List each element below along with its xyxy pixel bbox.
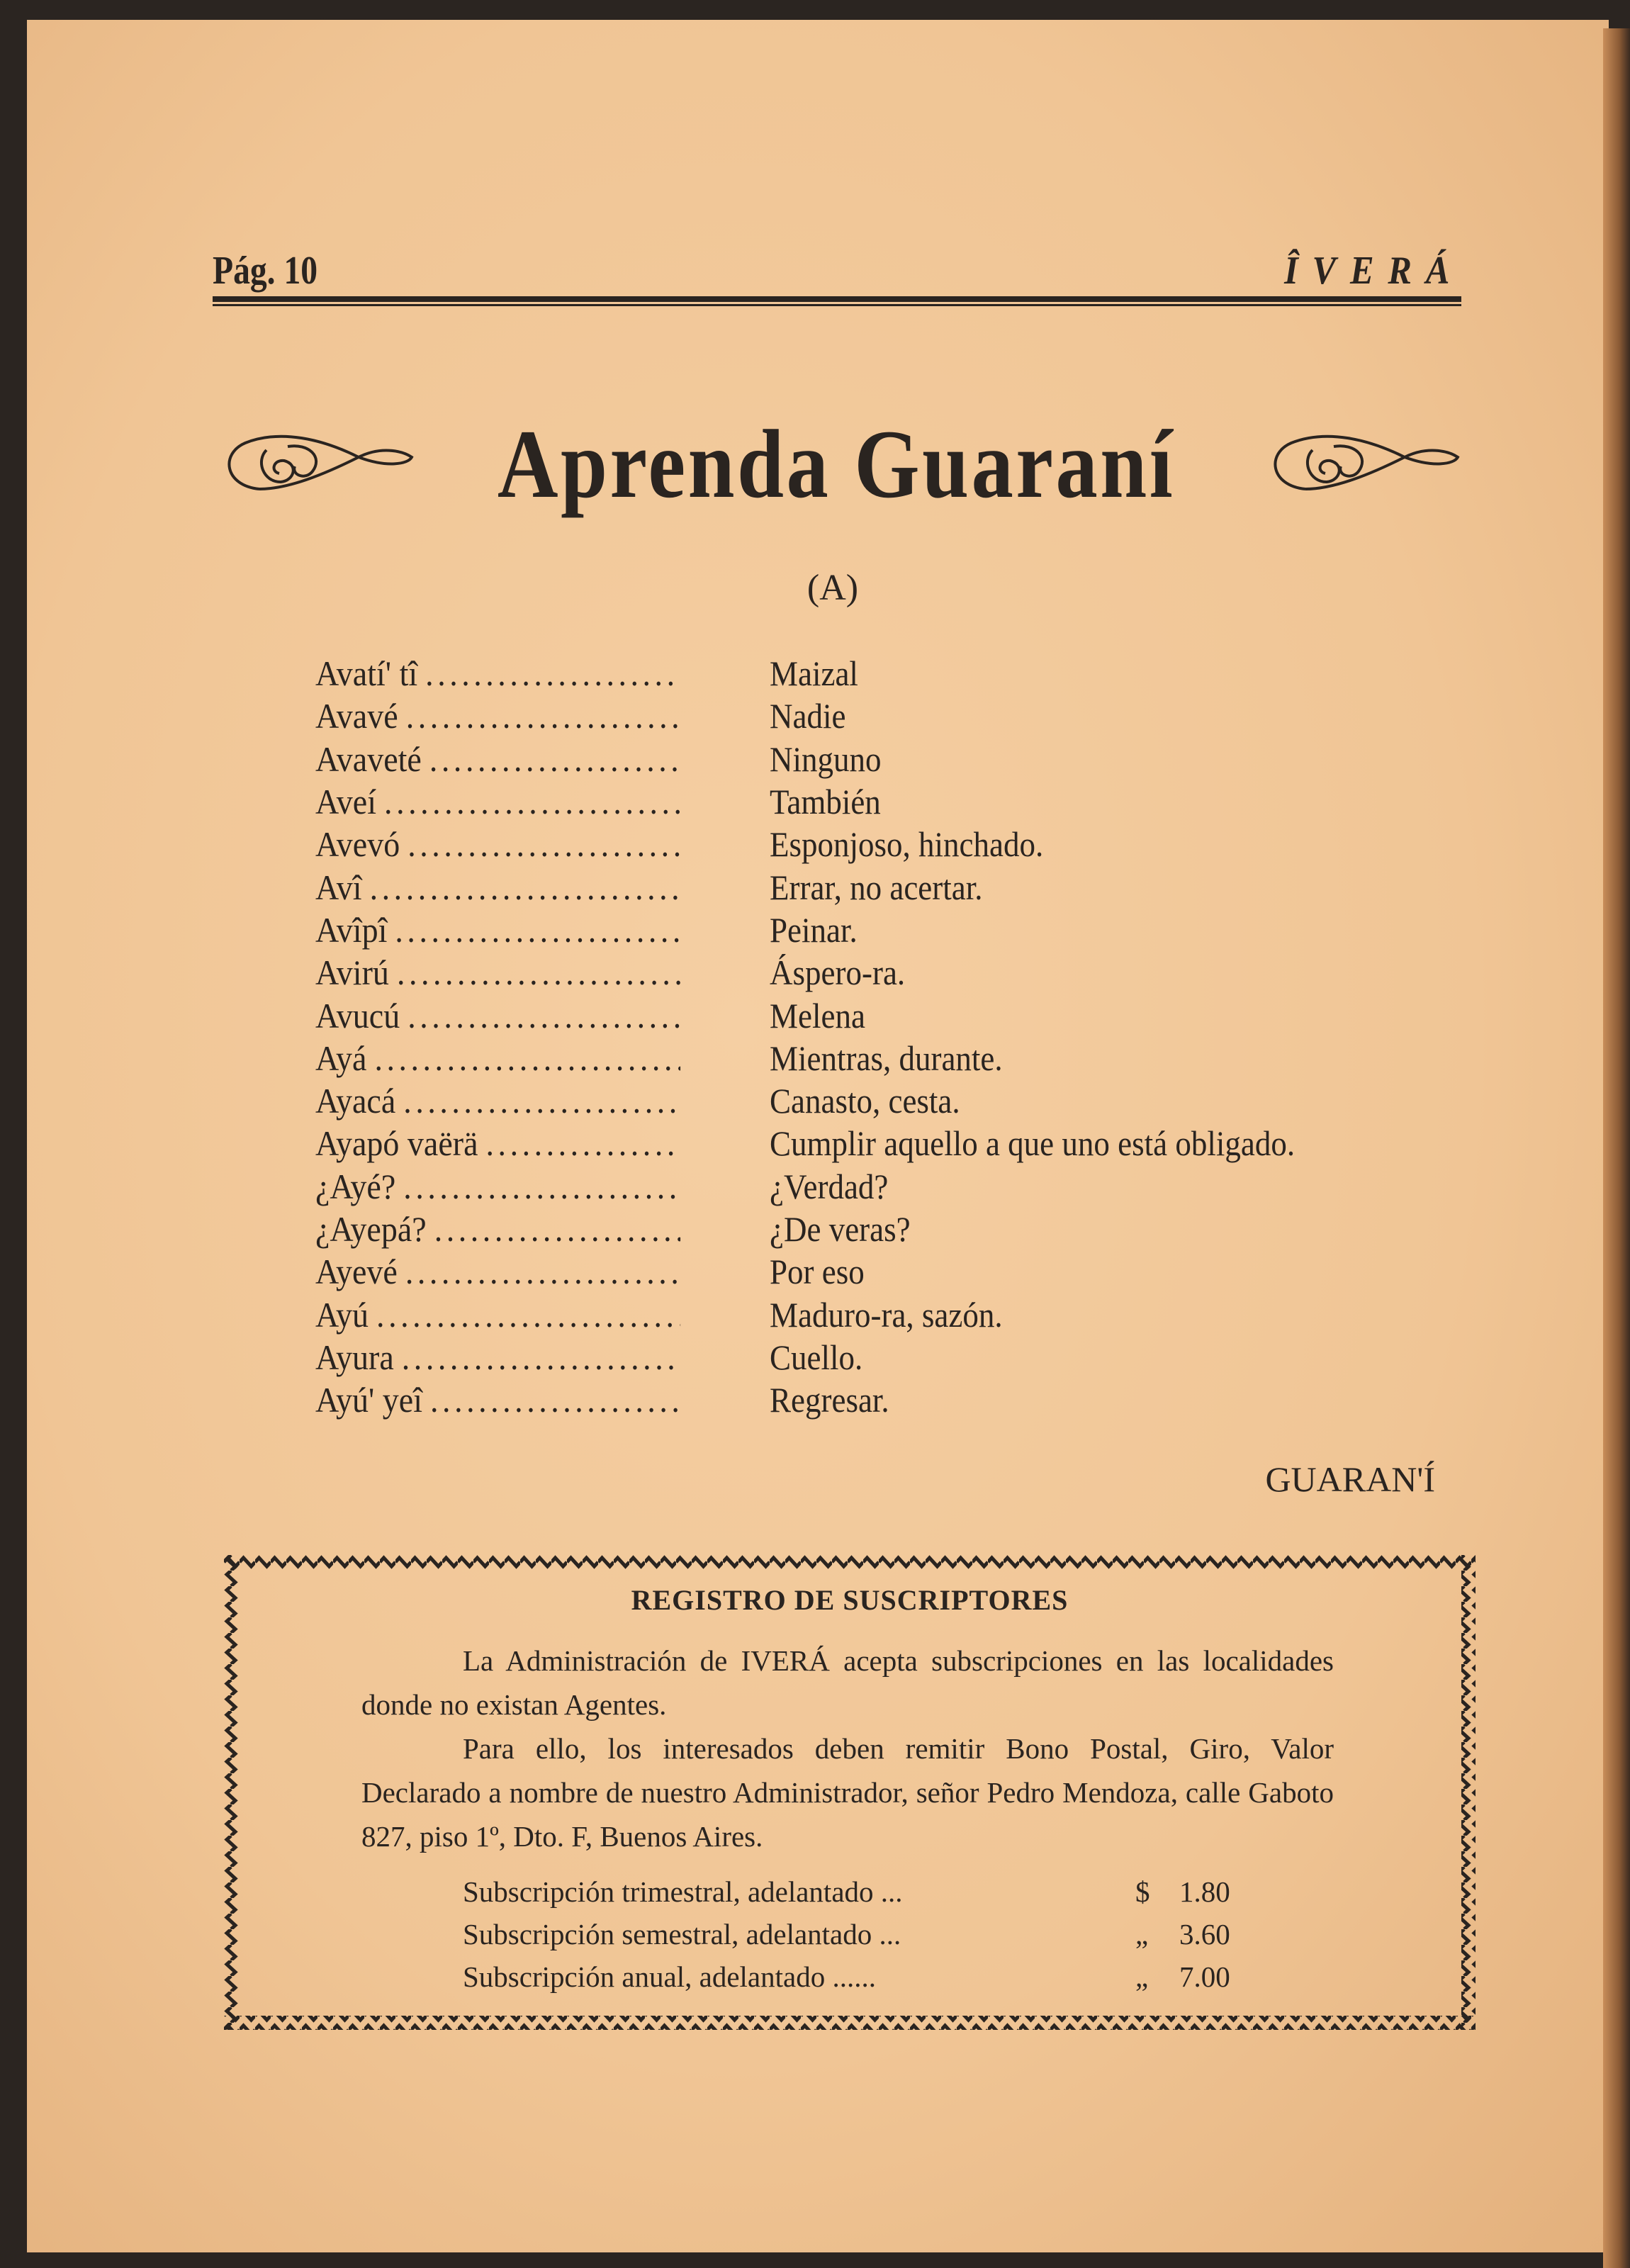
entry-meaning: ¿Verdad? — [770, 1166, 889, 1206]
vocabulary-entry — [315, 909, 1520, 951]
entry-term-cell — [315, 824, 680, 865]
dot-leader — [408, 995, 680, 1036]
vocabulary-entry — [315, 1165, 1520, 1208]
entry-meaning: Canasto, cesta. — [770, 1081, 960, 1121]
vocabulary-list — [315, 652, 1520, 1421]
page-number: Pág. 10 — [213, 249, 318, 293]
entry-term: Avucú — [315, 995, 400, 1035]
price-label: Subscripción semestral, adelantado ... — [463, 1918, 901, 1950]
entry-term-cell — [315, 1038, 680, 1079]
price-symbol: „ — [1135, 1960, 1149, 1993]
vocabulary-entry — [315, 1293, 1520, 1335]
dot-leader — [402, 1337, 680, 1378]
dot-leader — [405, 1251, 680, 1292]
entry-term: Avîpî — [315, 909, 388, 950]
entry-term: Avî — [315, 867, 362, 907]
entry-term-cell — [315, 1208, 680, 1250]
entry-meaning: Áspero-ra. — [770, 953, 906, 993]
dot-leader — [376, 1294, 680, 1335]
price-list — [463, 1870, 1230, 1998]
entry-meaning: Ninguno — [770, 739, 882, 779]
entry-meaning: Errar, no acertar. — [770, 867, 983, 907]
vocabulary-entry — [315, 951, 1520, 994]
author-signature: GUARAN'Í — [1265, 1459, 1435, 1499]
entry-term-cell — [315, 1166, 680, 1207]
price-row — [463, 1913, 1230, 1955]
vocabulary-entry — [315, 780, 1520, 823]
entry-meaning: Peinar. — [770, 909, 858, 950]
entry-term-cell — [315, 909, 680, 950]
vocabulary-entry — [315, 865, 1520, 908]
subscription-box — [224, 1555, 1476, 2030]
price-symbol: „ — [1135, 1918, 1149, 1950]
dot-leader — [374, 1038, 680, 1079]
price-value: 7.00 — [1179, 1960, 1230, 1993]
section-letter: (A) — [806, 568, 859, 608]
entry-term: Avavé — [315, 696, 398, 736]
price-symbol: $ — [1135, 1875, 1150, 1908]
dot-leader — [403, 1166, 680, 1207]
price-label: Subscripción anual, adelantado ...... — [463, 1960, 876, 1993]
entry-term-cell — [315, 1123, 680, 1164]
price-row — [463, 1870, 1230, 1913]
dot-leader — [370, 867, 681, 908]
entry-meaning: Maizal — [770, 653, 858, 694]
entry-term: Avevó — [315, 824, 400, 865]
dot-leader — [425, 653, 680, 694]
dot-leader — [395, 909, 680, 950]
entry-term-cell — [315, 1251, 680, 1292]
vocabulary-entry — [315, 1037, 1520, 1079]
entry-term: Ayú' yeî — [315, 1380, 422, 1420]
vocabulary-entry — [315, 1079, 1520, 1122]
entry-term-cell — [315, 952, 680, 993]
vocabulary-entry — [315, 994, 1520, 1036]
registro-paragraph: Para ello, los interesados deben remitir Bono Postal, Giro, Valor Declarado a nombre de nuestro Administrador, señor Pedro Mendoza, calle Gaboto 827, piso 1º, Dto. F, Buenos Aires. — [361, 1732, 1334, 1853]
vocabulary-entry — [315, 695, 1520, 737]
header-rule-thin — [213, 304, 1461, 306]
entry-meaning: Regresar. — [770, 1380, 889, 1420]
header-rule — [213, 296, 1461, 302]
entry-term: ¿Ayepá? — [315, 1209, 427, 1249]
entry-term: Ayevé — [315, 1252, 398, 1292]
dot-leader — [406, 695, 681, 736]
vocabulary-entry — [315, 652, 1520, 695]
vocabulary-entry — [315, 1379, 1520, 1421]
entry-meaning: También — [770, 782, 881, 822]
entry-meaning: Melena — [770, 995, 865, 1035]
entry-term: Ayacá — [315, 1081, 396, 1121]
registro-title: REGISTRO DE SUSCRIPTORES — [631, 1584, 1069, 1616]
entry-term-cell — [315, 695, 680, 736]
entry-term-cell — [315, 867, 680, 908]
dot-leader — [486, 1123, 681, 1164]
entry-term-cell — [315, 1294, 680, 1335]
ornament-right-icon — [1263, 425, 1461, 496]
page-edge — [1603, 28, 1630, 2268]
entry-meaning: Maduro-ra, sazón. — [770, 1294, 1003, 1335]
entry-meaning: Cumplir aquello a que uno está obligado. — [770, 1123, 1295, 1164]
price-value: 1.80 — [1179, 1875, 1230, 1908]
dot-leader — [397, 952, 680, 993]
registro-paragraph: La Administración de IVERÁ acepta subscripciones en las localidades donde no existan Agentes. — [361, 1644, 1334, 1721]
dot-leader — [403, 1080, 680, 1121]
entry-meaning: Nadie — [770, 696, 846, 736]
vocabulary-entry — [315, 738, 1520, 780]
dot-leader — [408, 824, 680, 865]
vocabulary-entry — [315, 823, 1520, 865]
dot-leader — [384, 781, 680, 822]
vocabulary-entry — [315, 1208, 1520, 1250]
entry-meaning: Por eso — [770, 1252, 865, 1292]
entry-meaning: Esponjoso, hinchado. — [770, 824, 1044, 865]
vocabulary-entry — [315, 1336, 1520, 1379]
entry-term: ¿Ayé? — [315, 1166, 396, 1206]
vocabulary-entry — [315, 1250, 1520, 1293]
entry-term-cell — [315, 1379, 680, 1420]
dot-leader — [434, 1208, 680, 1250]
dot-leader — [430, 1379, 680, 1420]
registro-text — [361, 1639, 1334, 1858]
entry-term-cell — [315, 781, 680, 822]
entry-term: Avatí' tî — [315, 653, 418, 694]
vocabulary-entry — [315, 1122, 1520, 1164]
entry-term: Aveí — [315, 782, 377, 822]
entry-term: Ayapó vaërä — [315, 1123, 478, 1164]
price-label: Subscripción trimestral, adelantado ... — [463, 1875, 903, 1908]
ornament-left-icon — [217, 425, 415, 496]
entry-term: Ayú — [315, 1294, 369, 1335]
entry-term: Avirú — [315, 953, 389, 993]
price-value: 3.60 — [1179, 1918, 1230, 1950]
entry-meaning: Mientras, durante. — [770, 1038, 1003, 1078]
entry-term-cell — [315, 1080, 680, 1121]
price-row — [463, 1955, 1230, 1998]
entry-meaning: ¿De veras? — [770, 1209, 911, 1249]
entry-term: Avaveté — [315, 739, 422, 779]
magazine-name: ÎVERÁ — [1283, 249, 1463, 293]
dot-leader — [429, 739, 680, 780]
entry-term: Ayá — [315, 1038, 367, 1078]
entry-term-cell — [315, 995, 680, 1036]
entry-term-cell — [315, 739, 680, 780]
entry-meaning: Cuello. — [770, 1337, 863, 1377]
entry-term: Ayura — [315, 1337, 394, 1377]
entry-term-cell — [315, 1337, 680, 1378]
entry-term-cell — [315, 653, 680, 694]
page-title: Aprenda Guaraní — [497, 410, 1176, 518]
